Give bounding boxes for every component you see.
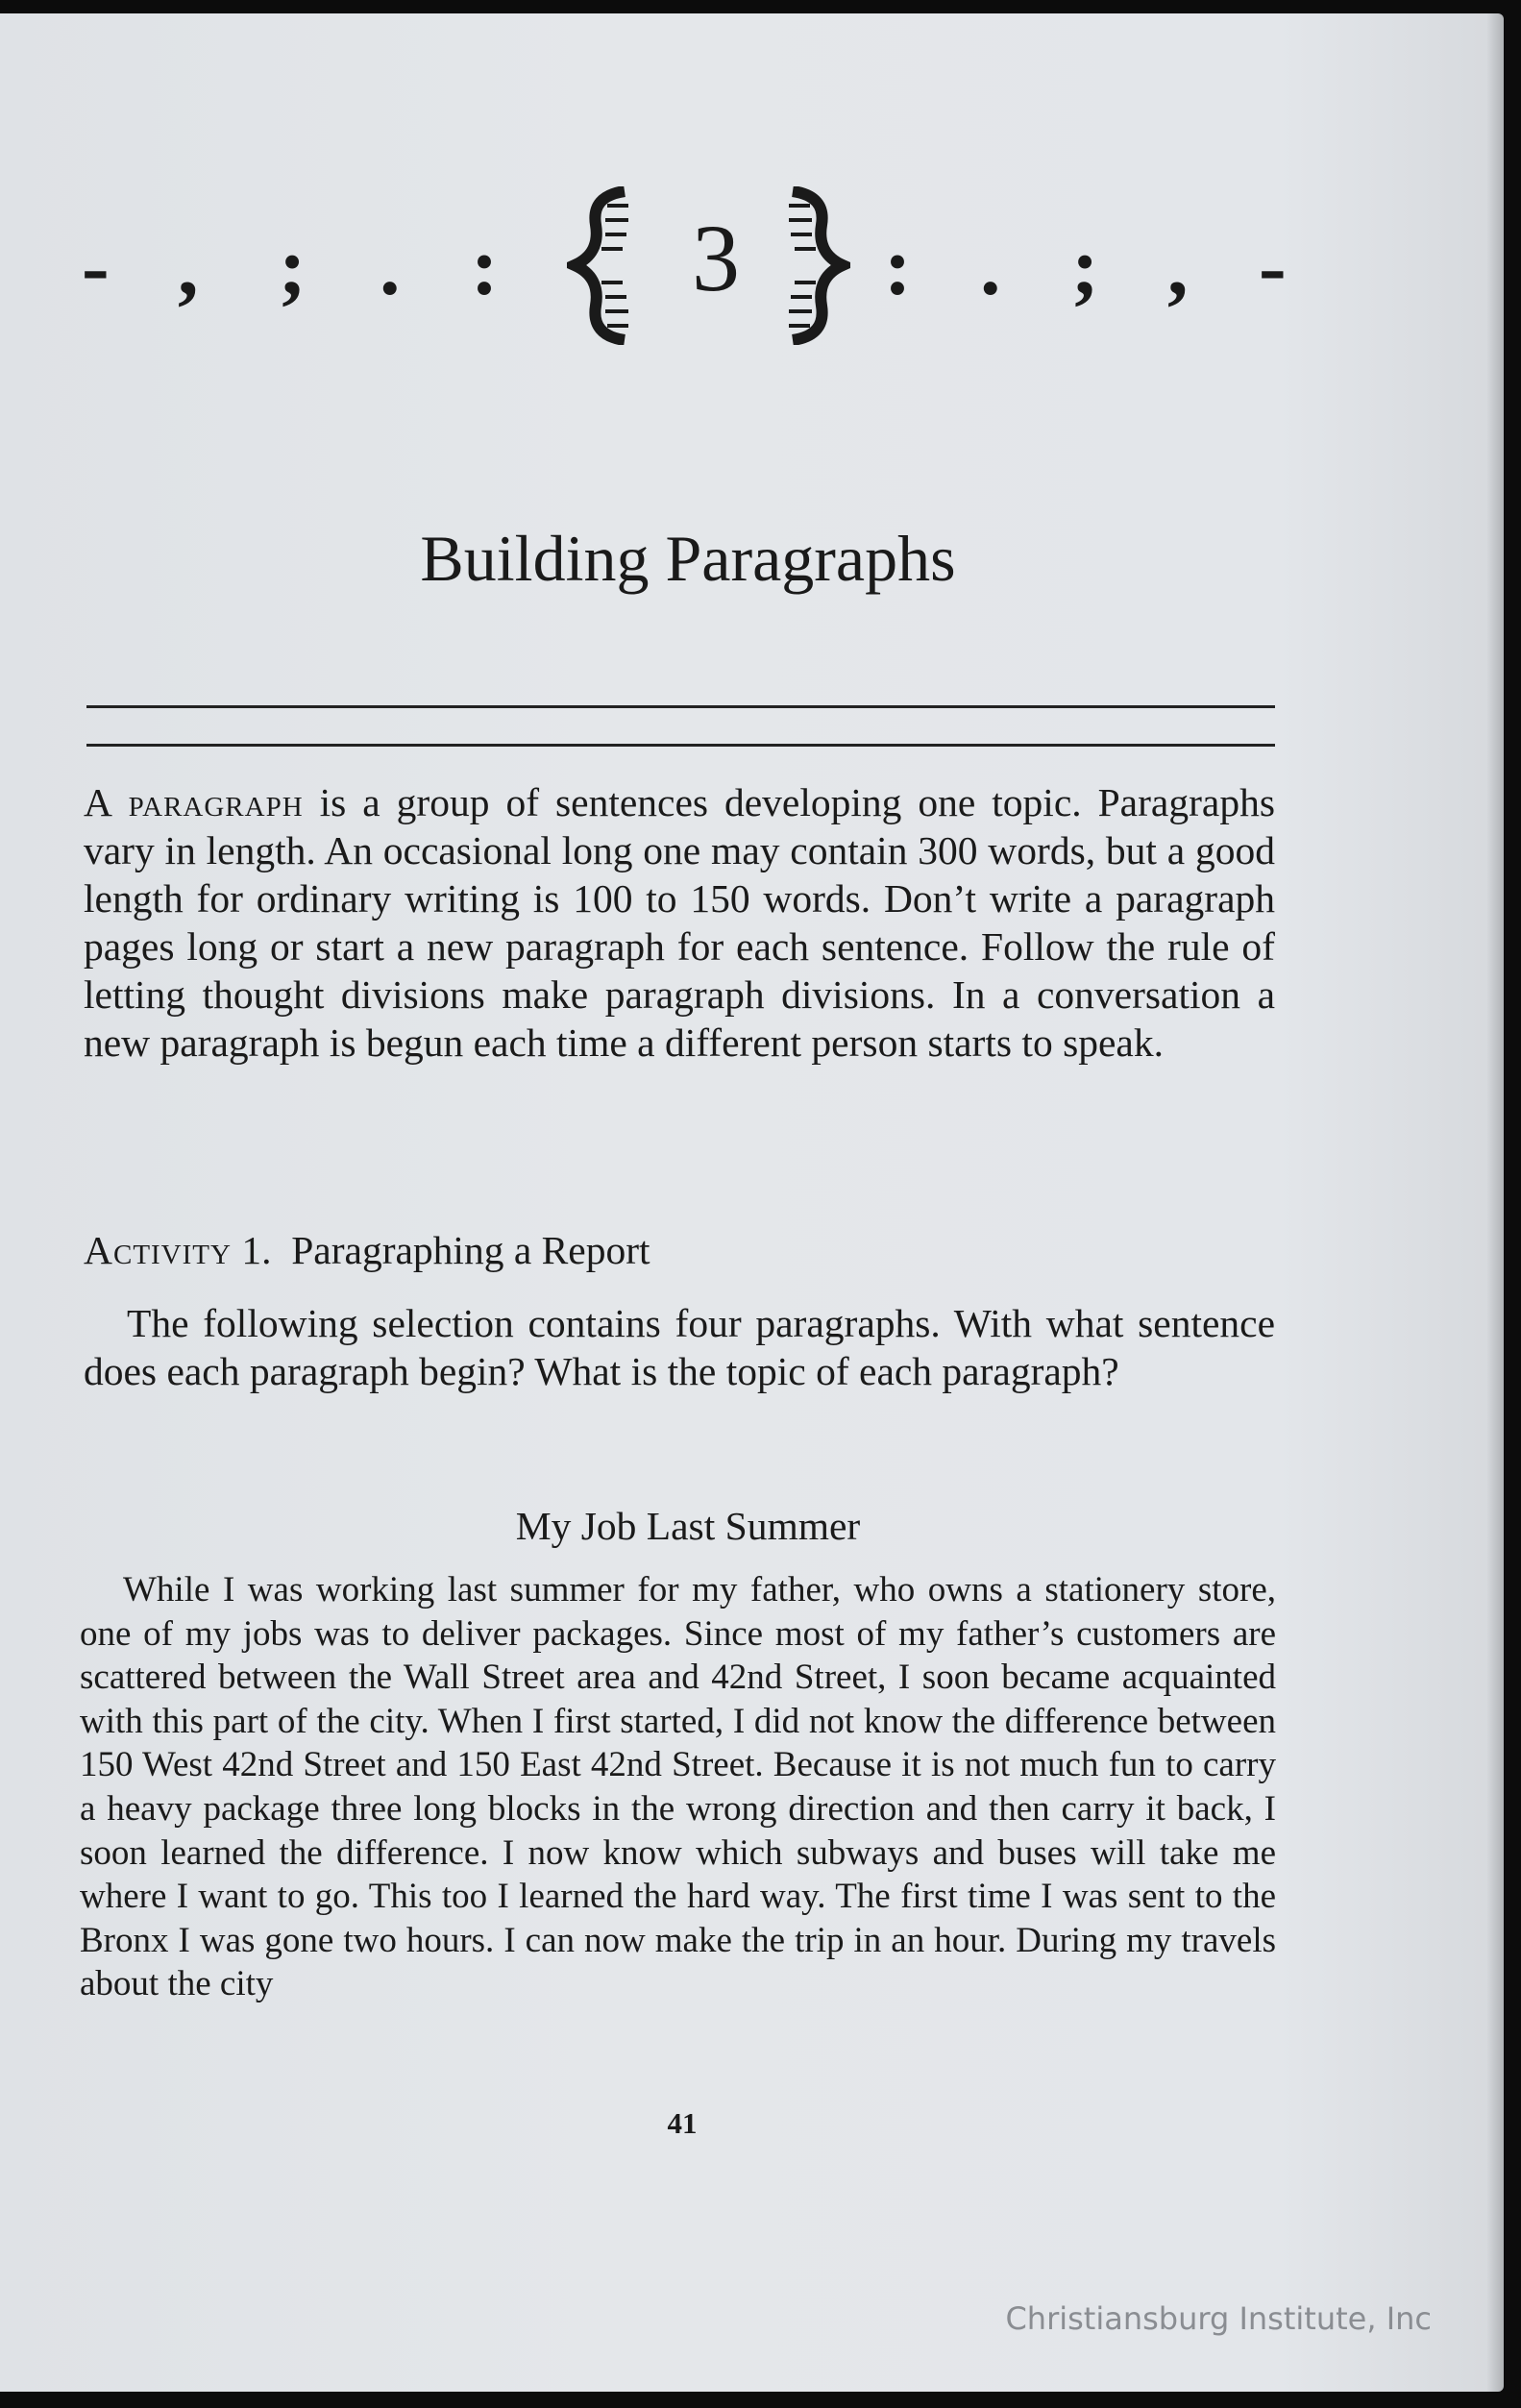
ornament-colon-right: : bbox=[884, 220, 912, 312]
activity-heading bbox=[84, 1226, 650, 1274]
ornament-comma-right: , bbox=[1167, 220, 1189, 312]
intro-paragraph bbox=[84, 778, 1275, 1067]
activity-number: 1. bbox=[241, 1228, 272, 1272]
ornament-period-right: . bbox=[980, 220, 1001, 312]
selection-title: My Job Last Summer bbox=[515, 1504, 861, 1548]
page-number: 41 bbox=[667, 2106, 698, 2140]
ornament-period-left: . bbox=[380, 220, 401, 312]
chapter-ornament bbox=[82, 177, 1287, 369]
ornament-semicolon-left: ; bbox=[279, 220, 307, 312]
title-rule-top bbox=[86, 705, 1275, 708]
right-brace-icon bbox=[773, 186, 850, 345]
watermark: Christiansburg Institute, Inc bbox=[1005, 2300, 1432, 2337]
activity-instructions: The following selection contains four paragraphs. With what sentence does each paragraph begin? What is the topic of each paragraph? bbox=[84, 1301, 1275, 1393]
intro-lead: A paragraph bbox=[84, 780, 304, 824]
selection-text: While I was working last summer for my father, who owns a stationery store, one of my jobs was to deliver packages. Since most of my father’s customers are scattered between the Wall Street area and 42nd Street, I soon became acquainted with this part of the city. When I first started, I did not know the difference between 150 West 42nd Street and 150 East 42nd Street. Because it is not much fun to carry a heavy package three long blocks in the wrong direction and then carry it back, I soon learned the difference. I now know which subways and buses will take me where I want to go. This too I learned the hard way. The first time I was sent to the Bronx I was gone two hours. I can now make the trip in an hour. During my travels about the city bbox=[80, 1570, 1276, 2004]
ornament-dash-right: - bbox=[1259, 220, 1287, 312]
activity-label: Activity bbox=[84, 1228, 232, 1272]
chapter-title: Building Paragraphs bbox=[420, 522, 956, 595]
intro-text: is a group of sentences developing one topic. Paragraphs vary in length. An occasional long one may contain 300 words, but a good length for ordinary writing is 100 to 150 words. Don’t write a paragraph pages long or start a new paragraph for each sentence. Follow the rule of letting thought divisions make paragraph divisions. In a conversation a new paragraph is begun each time a different person starts to speak. bbox=[84, 780, 1275, 1065]
title-rule-bottom bbox=[86, 744, 1275, 747]
book-page bbox=[0, 13, 1504, 2392]
ornament-dash-left: - bbox=[82, 220, 110, 312]
page-edge-shadow bbox=[1486, 13, 1504, 2392]
chapter-number: 3 bbox=[692, 205, 740, 311]
ornament-comma-left: , bbox=[178, 220, 199, 312]
activity-title: Paragraphing a Report bbox=[291, 1228, 650, 1272]
ornament-semicolon-right: ; bbox=[1071, 220, 1099, 312]
ornament-colon-left: : bbox=[471, 220, 499, 312]
left-brace-icon bbox=[567, 186, 644, 345]
